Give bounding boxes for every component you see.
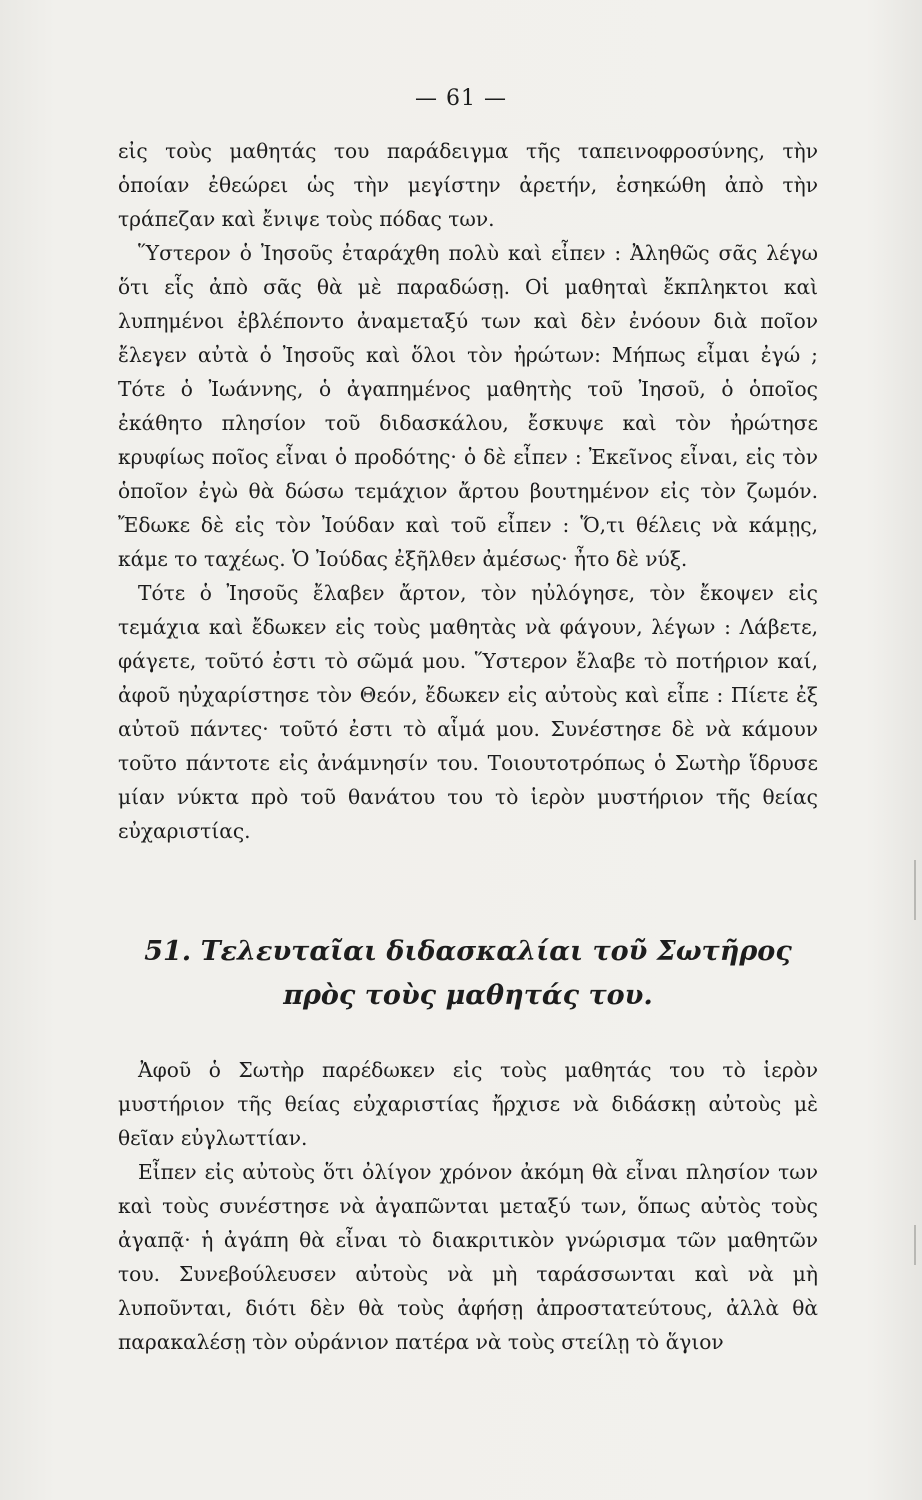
- page-edge-mark: [914, 1225, 916, 1265]
- text-block-upper: [118, 134, 818, 848]
- text-block-lower: [118, 1053, 818, 1359]
- paragraph: Τότε ὁ Ἰησοῦς ἔλαβεν ἄρτον, τὸν ηὐλόγησε, τὸν ἔκοψεν εἰς τεμάχια καὶ ἔδωκεν εἰς τοὺς μαθητὰς νὰ φάγουν, λέγων : Λάβετε, φάγετε, τοῦτό ἐστι τὸ σῶμά μου. Ὕστερον ἔλαβε τὸ ποτήριον καί, ἀφοῦ ηὐχαρίστησε τὸν Θεόν, ἔδωκεν εἰς αὐτοὺς καὶ εἶπε : Πίετε ἐξ αὐτοῦ πάντες· τοῦτό ἐστι τὸ αἷμά μου. Συνέστησε δὲ νὰ κάμουν τοῦτο πάντοτε εἰς ἀνάμνησίν του. Τοιουτοτρόπως ὁ Σωτὴρ ἵδρυσε μίαν νύκτα πρὸ τοῦ θανάτου του τὸ ἱερὸν μυστήριον τῆς θείας εὐχαριστίας.: [118, 581, 818, 843]
- paragraph: Εἶπεν εἰς αὐτοὺς ὅτι ὀλίγον χρόνον ἀκόμη θὰ εἶναι πλησίον των καὶ τοὺς συνέστησε νὰ ἀγαπῶνται μεταξύ των, ὅπως αὐτὸς τοὺς ἀγαπᾷ· ἡ ἀγάπη θὰ εἶναι τὸ διακριτικὸν γνώρισμα τῶν μαθητῶν του. Συνεβούλευσεν αὐτοὺς νὰ μὴ ταράσσωνται καὶ νὰ μὴ λυποῦνται, διότι δὲν θὰ τοὺς ἀφήσῃ ἀπροστατεύτους, ἀλλὰ θὰ παρακαλέσῃ τὸν οὐράνιον πατέρα νὰ τοὺς στείλῃ τὸ ἅγιον: [118, 1160, 818, 1354]
- paragraph: Ἀφοῦ ὁ Σωτὴρ παρέδωκεν εἰς τοὺς μαθητάς του τὸ ἱερὸν μυστήριον τῆς θείας εὐχαριστίας ἤρχισε νὰ διδάσκῃ αὐτοὺς μὲ θεῖαν εὐγλωττίαν.: [118, 1058, 818, 1150]
- section-heading-line-2: πρὸς τοὺς μαθητάς του.: [283, 980, 653, 1011]
- page-edge-mark: [914, 860, 916, 920]
- section-heading: [118, 930, 818, 1018]
- page-number: — 61 —: [415, 86, 507, 111]
- paragraph: Ὕστερον ὁ Ἰησοῦς ἐταράχθη πολὺ καὶ εἶπεν : Ἀληθῶς σᾶς λέγω ὅτι εἷς ἀπὸ σᾶς θὰ μὲ παραδώσῃ. Οἱ μαθηταὶ ἔκπληκτοι καὶ λυπημένοι ἐβλέποντο ἀναμεταξύ των καὶ δὲν ἐνόουν διὰ ποῖον ἔλεγεν αὐτὰ ὁ Ἰησοῦς καὶ ὅλοι τὸν ἠρώτων: Μήπως εἶμαι ἐγώ ; Τότε ὁ Ἰωάννης, ὁ ἀγαπημένος μαθητὴς τοῦ Ἰησοῦ, ὁ ὁποῖος ἐκάθητο πλησίον τοῦ διδασκάλου, ἔσκυψε καὶ τὸν ἠρώτησε κρυφίως ποῖος εἶναι ὁ προδότης· ὁ δὲ εἶπεν : Ἐκεῖνος εἶναι, εἰς τὸν ὁποῖον ἐγὼ θὰ δώσω τεμάχιον ἄρτου βουτημένον εἰς τὸν ζωμόν. Ἔδωκε δὲ εἰς τὸν Ἰούδαν καὶ τοῦ εἶπεν : Ὅ,τι θέλεις νὰ κάμῃς, κάμε το ταχέως. Ὁ Ἰούδας ἐξῆλθεν ἀμέσως· ἦτο δὲ νύξ.: [118, 241, 818, 571]
- section-heading-line-1: 51. Τελευταῖαι διδασκαλίαι τοῦ Σωτῆρος: [144, 936, 792, 967]
- paragraph: εἰς τοὺς μαθητάς του παράδειγμα τῆς ταπεινοφροσύνης, τὴν ὁποίαν ἐθεώρει ὡς τὴν μεγίστην ἀρετήν, ἐσηκώθη ἀπὸ τὴν τράπεζαν καὶ ἔνιψε τοὺς πόδας των.: [118, 139, 818, 231]
